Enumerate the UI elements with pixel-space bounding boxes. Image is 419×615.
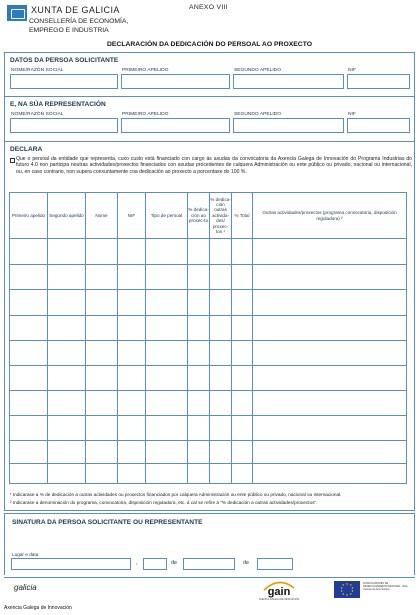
row-divider [10,340,406,341]
row-divider [10,315,406,316]
representative-surname2-label: SEGUNDO APELIDO [234,112,282,117]
signature-section [4,513,415,575]
column-header-total: % Total [234,212,250,218]
galicia-logo: galicia [14,583,37,592]
representative-surname1-label: PRIMEIRO APELIDO [122,112,169,117]
column-header-other-dedication: % dedica-ción outras activida-des/ proxec-tos ¹ [210,196,231,235]
representative-surname1-field[interactable] [121,118,230,133]
department-line-1: CONSELLERÍA DE ECONOMÍA, [29,18,129,25]
row-divider [10,289,406,290]
agency-name: Axencia Galega de Innovación [4,605,72,611]
applicant-nif-label: NIF [348,68,356,73]
column-header-staff-type: Tipo de persoal [150,212,183,218]
comma-separator: , [136,560,138,566]
applicant-nif-field[interactable] [347,74,410,89]
column-header-name: Nome [95,212,108,218]
representative-surname2-field[interactable] [233,118,344,133]
applicant-surname1-field[interactable] [121,74,230,89]
gain-logo-subtext: AXENCIA GALEGA DE INNOVACIÓN [258,598,300,601]
column-header-first-surname: Primeiro apelido [11,212,46,218]
annex-label: ANEXO VIII [189,4,228,11]
representative-name-field[interactable] [10,118,118,133]
applicant-surname2-field[interactable] [233,74,344,89]
declara-checkbox[interactable] [10,158,15,163]
column-header-project-dedication: % dedica-ción ao proxec-to [188,207,209,224]
column-header-other-projects: Outras actividades/proxectos (programa convocatoria, disposición reguladora) ² [262,210,397,221]
staff-dedication-table [9,192,407,484]
applicant-surname1-label: PRIMEIRO APELIDO [122,68,169,73]
row-divider [10,463,406,464]
row-divider [10,415,406,416]
declara-text: Que o persoal da entidade que representa, cuxo custo está financiado con cargo ás axudas da convocatoria da Axencia Galega de Innovación do Programa Industrias do futuro 4.0 non participa noutras actividades/proxectos financiados con axudas procedentes de calquera Administración ou ente público ou privado, nacional ou internacional, ou, en caso contrario, non supera conxuntamente coa dedicación ao proxecto a porcentaxe do 100 %. [16,156,412,175]
footnote-1: ¹ Indicarase a % de dedicación a outras actividades ou proxectos financiados por calquera Administración ou ente público ou privado, nacional ou internacional. [10,492,342,497]
applicant-section-title: DATOS DA PERSOA SOLICITANTE [10,57,119,64]
applicant-surname2-label: SEGUNDO APELIDO [234,68,282,73]
day-field[interactable] [143,558,167,570]
de-separator-2: de [243,560,250,566]
xunta-logo-icon [7,5,27,21]
document-title: DECLARACIÓN DA DEDICACIÓN DO PERSOAL AO PROXECTO [106,41,313,48]
row-divider [10,440,406,441]
eu-flag-icon [334,581,360,598]
de-separator-1: de [171,560,178,566]
applicant-name-field[interactable] [10,74,118,89]
year-field[interactable] [257,558,293,570]
row-divider [10,365,406,366]
row-divider [10,238,406,239]
column-header-nif: NIF [127,212,136,218]
place-date-label: Lugar e data [12,552,39,557]
gain-logo-icon [258,578,300,602]
row-divider [10,390,406,391]
gain-logo-text: gain [267,586,291,598]
brand-name: XUNTA DE GALICIA [31,5,120,15]
applicant-name-label: NOME/RAZÓN SOCIAL [11,68,64,73]
month-field[interactable] [183,558,235,570]
signature-section-title: SINATURA DA PERSOA SOLICITANTE OU REPRESENTANTE [12,519,203,526]
representative-nif-field[interactable] [347,118,410,133]
eu-funding-text: FONDO EUROPEO DE DESENVOLVEMENTO REXIONAL. Unha maneira de facer Europa [363,582,408,591]
representative-section-title: E, NA SÚA REPRESENTACIÓN [10,101,106,108]
applicant-section [4,52,415,96]
department-line-2: EMPREGO E INDUSTRIA [29,27,109,34]
representative-name-label: NOME/RAZÓN SOCIAL [11,112,64,117]
place-field[interactable] [11,558,131,570]
row-divider [10,264,406,265]
representative-section [4,96,415,141]
column-header-second-surname: Segundo apelido [49,212,84,218]
footer-divider [4,577,415,578]
representative-nif-label: NIF [348,112,356,117]
footnote-2: ² Indicarase a denominación do programa, convocatoria, disposición reguladora, etc. á cal se refire a "% dedicación a outras actividades/proxectos". [10,500,318,505]
declara-section-title: DECLARA [10,146,43,153]
